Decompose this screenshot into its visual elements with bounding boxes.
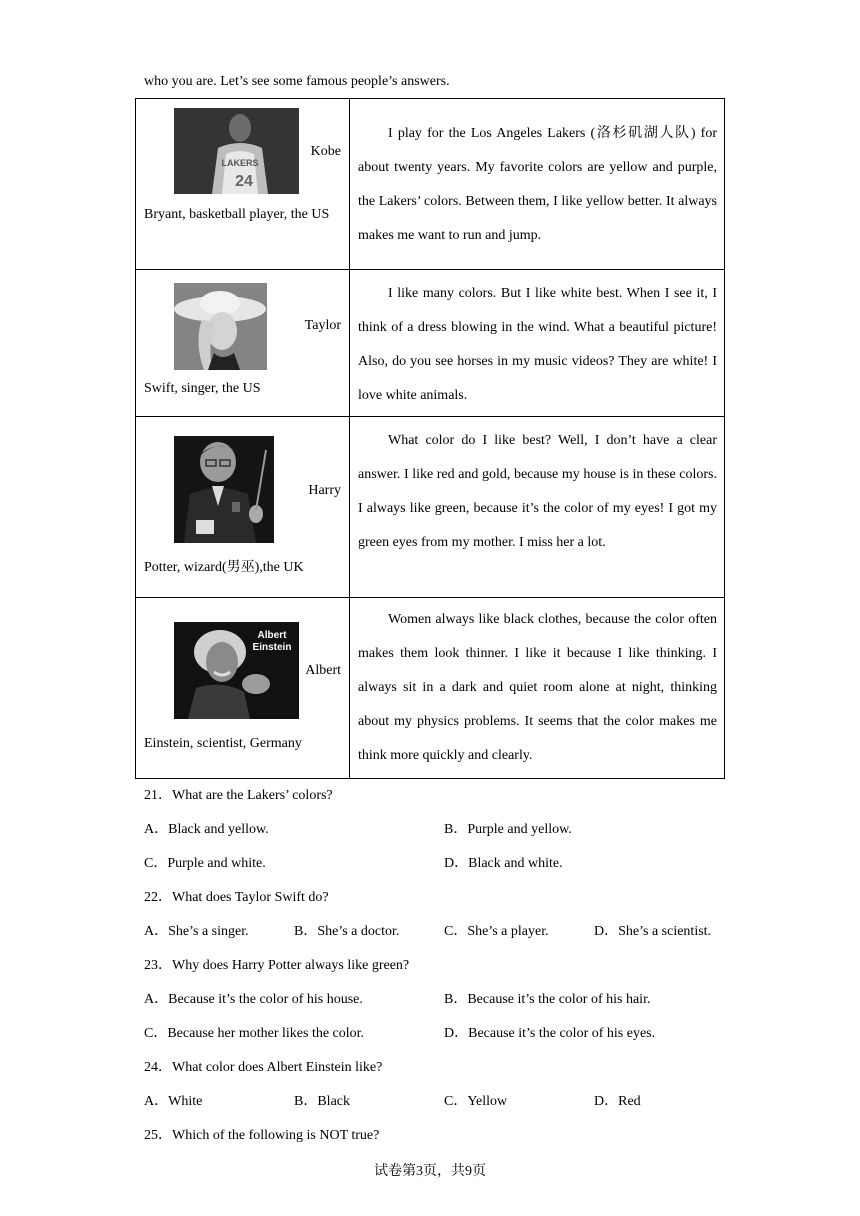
option-c[interactable]: C．Purple and white. xyxy=(144,856,266,871)
options-row xyxy=(144,1087,734,1121)
question-stem: 21．What are the Lakers’ colors? xyxy=(144,788,333,803)
option-c[interactable]: C．Yellow xyxy=(444,1094,508,1109)
person-cell xyxy=(136,598,350,779)
options-row xyxy=(144,1019,734,1053)
table-row xyxy=(136,99,725,270)
option-a[interactable]: A．Because it’s the color of his house. xyxy=(144,992,363,1007)
option-a[interactable]: A．She’s a singer. xyxy=(144,924,249,939)
options-row xyxy=(144,917,734,951)
option-d[interactable]: D．She’s a scientist. xyxy=(594,924,712,939)
option-b[interactable]: B．Purple and yellow. xyxy=(444,822,572,837)
person-description: I like many colors. But I like white best. When I see it, I think of a dress blowing in the wind. What a beautiful picture! Also, do you see horses in my music videos? They are white! I love white animals. xyxy=(358,286,717,403)
intro-text: who you are. Let’s see some famous people’s answers. xyxy=(144,74,450,89)
questions-section xyxy=(144,781,734,1155)
option-d[interactable]: D．Red xyxy=(594,1094,641,1109)
option-d[interactable]: D．Because it’s the color of his eyes. xyxy=(444,1026,656,1041)
option-b[interactable]: B．She’s a doctor. xyxy=(294,924,400,939)
person-name-part1: Albert xyxy=(305,663,341,678)
famous-people-table xyxy=(135,98,725,779)
option-c[interactable]: C．She’s a player. xyxy=(444,924,549,939)
person-cell xyxy=(136,270,350,417)
table-row xyxy=(136,598,725,779)
photo-text: LAKERS xyxy=(221,158,259,168)
person-name-part1: Kobe xyxy=(310,144,341,159)
person-description-cell xyxy=(350,99,725,270)
photo-caption: Albert xyxy=(257,630,287,641)
table-row xyxy=(136,270,725,417)
option-d[interactable]: D．Black and white. xyxy=(444,856,563,871)
harry-potter-photo-icon xyxy=(174,436,274,543)
option-a[interactable]: A．White xyxy=(144,1094,203,1109)
option-c[interactable]: C．Because her mother likes the color. xyxy=(144,1026,365,1041)
person-name-part2: Einstein, scientist, Germany xyxy=(144,736,302,751)
question-stem: 23．Why does Harry Potter always like green? xyxy=(144,958,410,973)
person-description: What color do I like best? Well, I don’t have a clear answer. I like red and gold, because my house is in these colors. I always like green, because it’s the color of my eyes! I got my green eyes from my mother. I miss her a lot. xyxy=(358,433,717,550)
question-stem: 25．Which of the following is NOT true? xyxy=(144,1128,380,1143)
question-stem: 24．What color does Albert Einstein like? xyxy=(144,1060,383,1075)
question-stem: 22．What does Taylor Swift do? xyxy=(144,890,329,905)
taylor-swift-photo-icon xyxy=(174,283,267,370)
option-b[interactable]: B．Black xyxy=(294,1094,350,1109)
options-row xyxy=(144,985,734,1019)
albert-einstein-photo-icon xyxy=(174,622,299,719)
options-row xyxy=(144,815,734,849)
photo-caption: Einstein xyxy=(252,642,292,653)
person-description-cell xyxy=(350,598,725,779)
options-row xyxy=(144,849,734,883)
person-cell xyxy=(136,417,350,598)
person-description: I play for the Los Angeles Lakers (洛杉矶湖人队) for about twenty years. My favorite colors are yellow and purple, the Lakers’ colors. Between them, I like yellow better. It always makes me want to run and jump. xyxy=(358,126,717,243)
person-name-part1: Taylor xyxy=(304,318,341,333)
option-b[interactable]: B．Because it’s the color of his hair. xyxy=(444,992,651,1007)
person-cell xyxy=(136,99,350,270)
person-description-cell xyxy=(350,417,725,598)
photo-text: 24 xyxy=(235,173,253,190)
person-description-cell xyxy=(350,270,725,417)
person-name-part1: Harry xyxy=(308,483,341,498)
page-footer: 试卷第3页，共9页 xyxy=(374,1164,486,1179)
kobe-bryant-photo-icon xyxy=(174,108,299,194)
person-description: Women always like black clothes, because the color often makes them look thinner. I like it because I like thinking. I always sit in a dark and quiet room alone at night, thinking about my physics problems. It seems that the color makes me think more quickly and clearly. xyxy=(358,612,717,763)
table-row xyxy=(136,417,725,598)
person-name-part2: Bryant, basketball player, the US xyxy=(144,207,330,222)
person-name-part2: Swift, singer, the US xyxy=(144,381,261,396)
option-a[interactable]: A．Black and yellow. xyxy=(144,822,269,837)
person-name-part2: Potter, wizard(男巫),the UK xyxy=(144,560,304,575)
